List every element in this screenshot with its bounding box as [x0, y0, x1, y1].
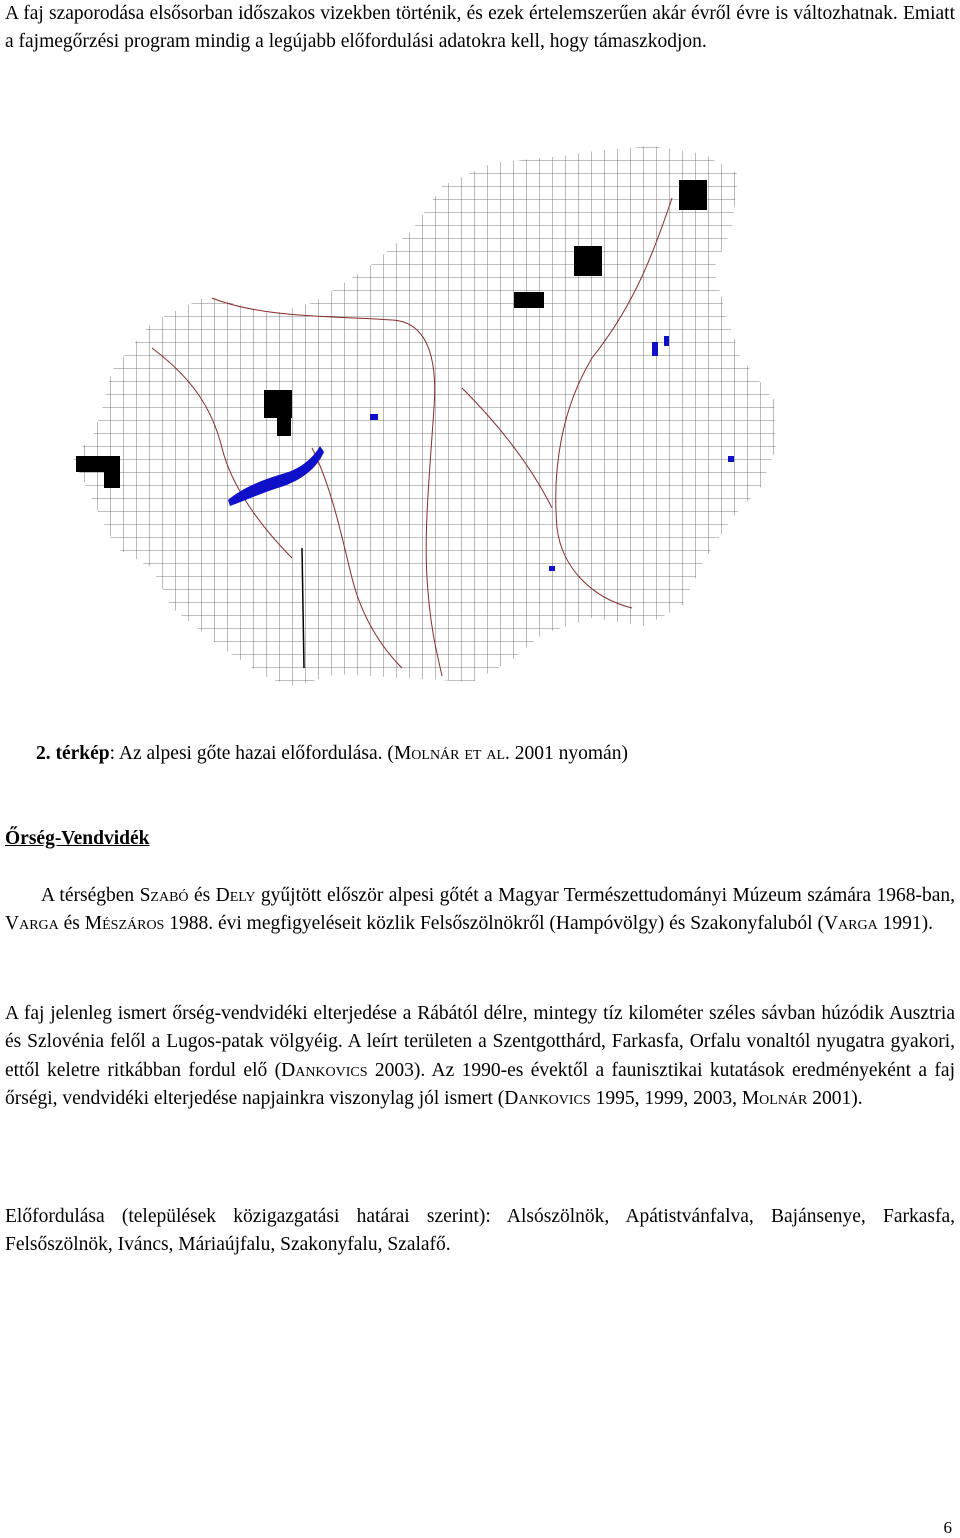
paragraph-occurrences: Előfordulása (települések közigazgatási határai szerint): Alsószölnök, Apátistvánfalva, Bajánsenye, Farkasfa, Felsőszölnök, Iváncs, Máriaújfalu, Szakonyfalu, Szalafő.	[5, 1206, 955, 1256]
caption-separator: :	[109, 743, 116, 764]
caption-tail: 2001 nyomán)	[509, 743, 628, 764]
caption-number: 2. térkép	[36, 743, 110, 764]
caption-text: Az alpesi gőte hazai előfordulása. (	[115, 743, 394, 764]
map-caption	[36, 740, 628, 768]
paragraph-distribution: A faj jelenleg ismert őrség-vendvidéki elterjedése a Rábától délre, mintegy tíz kilométer széles sávban húzódik Ausztria és Szlovénia felől a Lugos-patak völgyéig. A leírt területen a Szentgotthárd, Farkasfa, Orfalu vonaltól nyugatra gyakori, ettől keletre ritkábban fordul elő (Dankovics 2003). Az 1990-es évektől a faunisztikai kutatások eredményeként a faj őrségi, vendvidéki elterjedése napjainkra viszonylag jól ismert (Dankovics 1995, 1999, 2003, Molnár 2001).	[5, 1003, 955, 1110]
section-heading: Őrség-Vendvidék	[5, 828, 150, 849]
map-grid	[32, 108, 792, 730]
caption-author: Molnár et al.	[393, 743, 510, 764]
distribution-map	[32, 108, 792, 730]
page-number: 6	[943, 1518, 952, 1537]
intro-paragraph: A faj szaporodása elsősorban időszakos vizekben történik, és ezek értelemszerűen akár évről évre is változhatnak. Emiatt a fajmegőrzési program mindig a legújabb előfordulási adatokra kell, hogy támaszkodjon.	[5, 3, 955, 53]
paragraph-history: A térségben Szabó és Dely gyűjtött először alpesi gőtét a Magyar Természettudományi Múzeum számára 1968-ban, Varga és Mészáros 1988. évi megfigyeléseit közlik Felsőszölnökről (Hampóvölgy) és Szakonyfaluból (Varga 1991).	[5, 885, 956, 935]
